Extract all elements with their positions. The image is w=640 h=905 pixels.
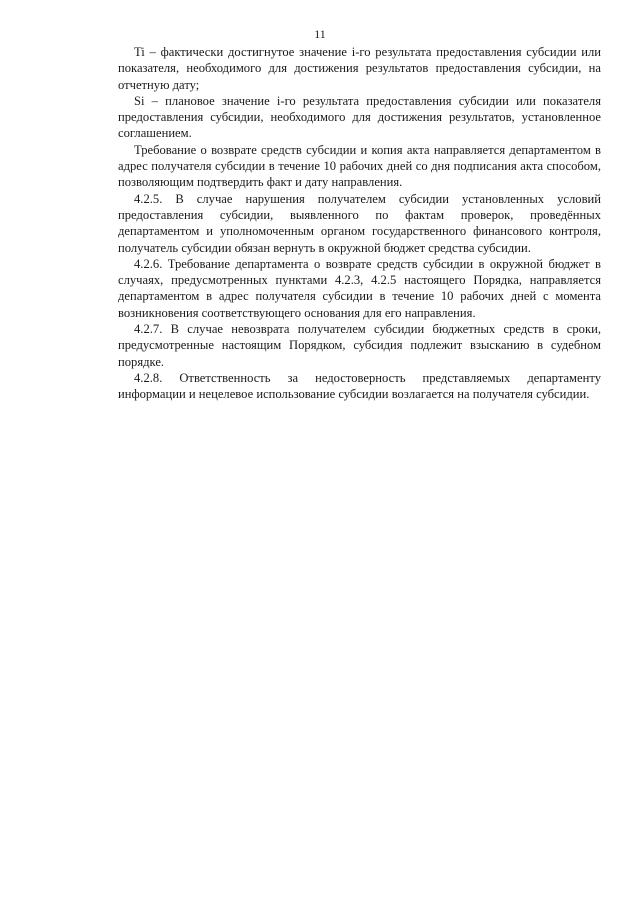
paragraph-ti-definition: Ti – фактически достигнутое значение i-го результата предоставления субсидии или показателя, необходимого для достижения результатов предоставления субсидии, на отчетную дату; (118, 45, 601, 92)
paragraph-4-2-5: 4.2.5. В случае нарушения получателем субсидии установленных условий предоставления субсидии, выявленного по фактам проверок, проведённых департаментом и уполномоченным органом государственного финансового контроля, получатель субсидии обязан вернуть в окружной бюджет средства субсидии. (118, 191, 601, 255)
paragraph-4-2-8: 4.2.8. Ответственность за недостоверность представляемых департаменту информации и нецелевое использование субсидии возлагается на получателя субсидии. (118, 370, 601, 402)
paragraph-si-definition: Si – плановое значение i-го результата предоставления субсидии или показателя предоставления субсидии, необходимого для достижения результатов, установленное соглашением. (118, 93, 601, 141)
paragraph-4-2-6: 4.2.6. Требование департамента о возврате средств субсидии в окружной бюджет в случаях, предусмотренных пунктами 4.2.3, 4.2.5 настоящего Порядка, направляется департаментом в адрес получателя субсидии в течение 10 рабочих дней с момента возникновения соответствующего основания для его направления. (118, 256, 601, 320)
paragraph-4-2-7: 4.2.7. В случае невозврата получателем субсидии бюджетных средств в сроки, предусмотренные настоящим Порядком, субсидия подлежит взысканию в судебном порядке. (118, 322, 601, 369)
document-body (118, 44, 601, 403)
paragraph-return-demand: Требование о возврате средств субсидии и копия акта направляется департаментом в адрес получателя субсидии в течение 10 рабочих дней со дня подписания акта способом, позволяющим подтвердить факт и дату направления. (118, 142, 601, 190)
page-number: 11 (314, 27, 326, 41)
